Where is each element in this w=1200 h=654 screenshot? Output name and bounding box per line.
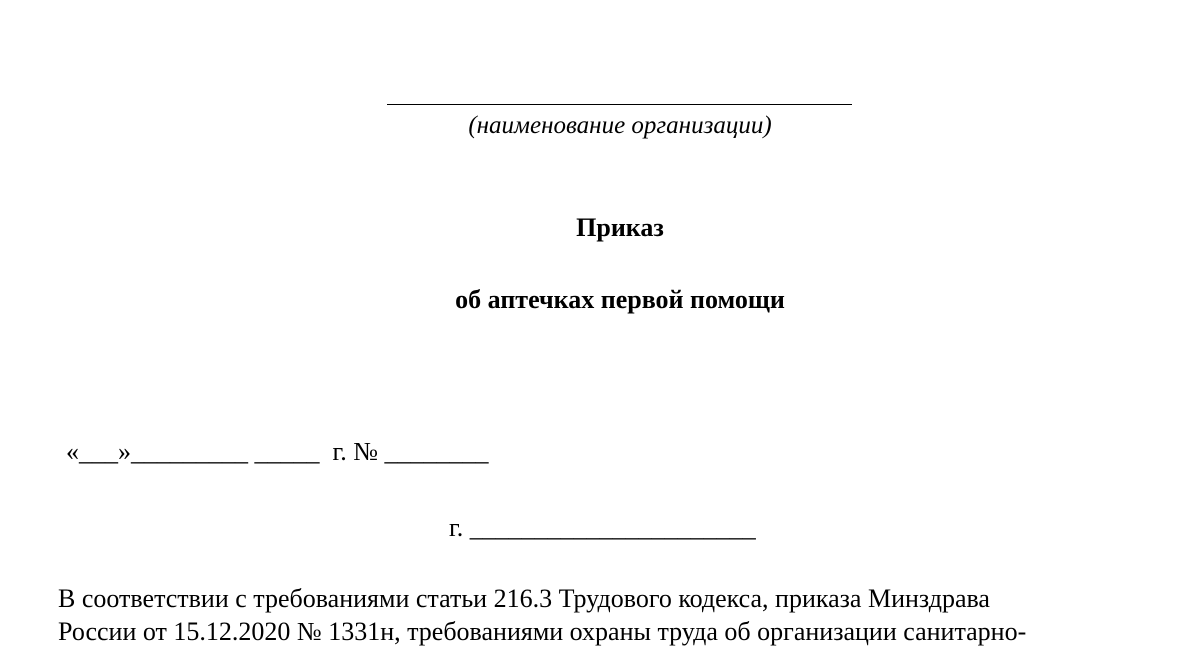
date-number-line: «___»_________ _____ г. № ________ (66, 437, 489, 466)
body-paragraph (58, 582, 1188, 648)
organization-name-line (387, 104, 852, 105)
organization-caption: (наименование организации) (468, 112, 772, 139)
body-line: России от 15.12.2020 № 1331н, требованиями охраны труда об организации санитарно- (58, 617, 1027, 646)
document-title: Приказ (576, 213, 664, 242)
document-subtitle: об аптечках первой помощи (455, 285, 785, 314)
body-line: В соответствии с требованиями статьи 216.3 Трудового кодекса, приказа Минздрава (58, 584, 990, 613)
city-line: г. ______________________ (449, 513, 756, 542)
